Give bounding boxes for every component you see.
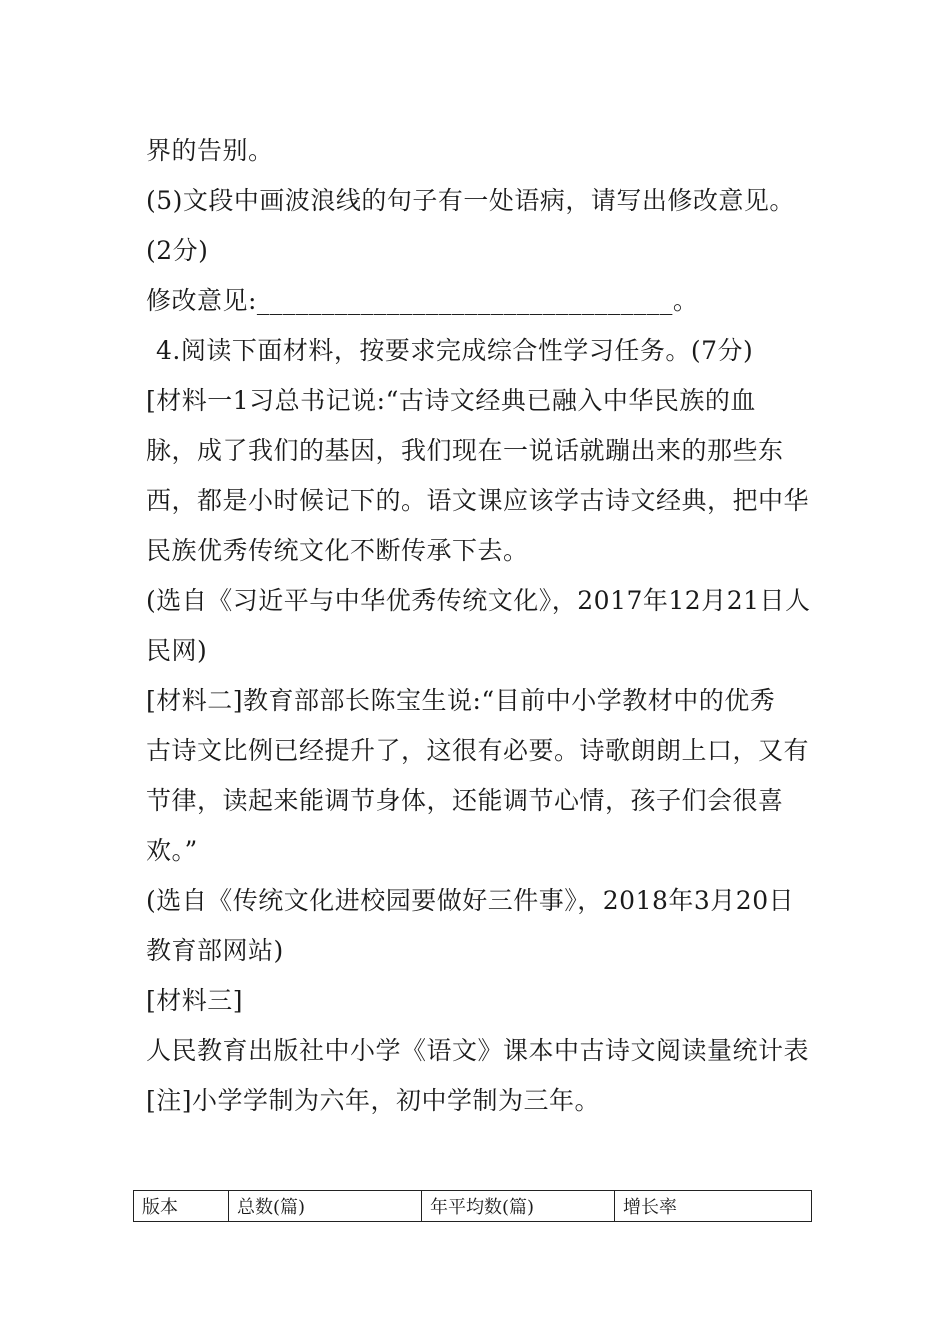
question-5-score: (2分) — [146, 236, 209, 265]
question-4-heading: 4.阅读下面材料，按要求完成综合性学习任务。(7分) — [156, 336, 754, 365]
text-line: 界的告别。 — [146, 136, 274, 165]
material-2-line: 欢。” — [146, 836, 198, 865]
material-2-line: [材料二]教育部部长陈宝生说:“目前中小学教材中的优秀 — [146, 686, 776, 715]
revision-answer-line: 修改意见:________________________________。 — [146, 286, 699, 315]
question-5-prompt: (5)文段中画波浪线的句子有一处语病，请写出修改意见。 — [146, 186, 795, 215]
header-edition: 版本 — [134, 1191, 229, 1222]
material-2-line: 古诗文比例已经提升了，这很有必要。诗歌朗朗上口，又有 — [146, 736, 810, 765]
material-1-source: 民网) — [146, 636, 208, 665]
material-1-line: [材料一1习总书记说:“古诗文经典已融入中华民族的血 — [146, 386, 756, 415]
material-2-line: 节律，读起来能调节身体，还能调节心情，孩子们会很喜 — [146, 786, 784, 815]
material-2-source: 教育部网站) — [146, 936, 284, 965]
material-1-source: (选自《习近平与中华优秀传统文化》，2017年12月21日人 — [146, 586, 811, 615]
material-3-heading: [材料三] — [146, 986, 244, 1015]
header-growth-rate: 增长率 — [615, 1191, 812, 1222]
table-note: [注]小学学制为六年，初中学制为三年。 — [146, 1086, 601, 1115]
table-header-row — [134, 1191, 812, 1222]
material-2-source: (选自《传统文化进校园要做好三件事》，2018年3月20日 — [146, 886, 795, 915]
reading-stats-table — [133, 1190, 812, 1222]
document-body — [146, 126, 826, 1126]
material-1-line: 民族优秀传统文化不断传承下去。 — [146, 536, 529, 565]
table-title: 人民教育出版社中小学《语文》课本中古诗文阅读量统计表 — [146, 1036, 810, 1065]
material-1-line: 脉，成了我们的基因，我们现在一说话就蹦出来的那些东 — [146, 436, 784, 465]
header-total: 总数(篇) — [229, 1191, 422, 1222]
material-1-line: 西，都是小时候记下的。语文课应该学古诗文经典，把中华 — [146, 486, 810, 515]
header-yearly-average: 年平均数(篇) — [422, 1191, 615, 1222]
